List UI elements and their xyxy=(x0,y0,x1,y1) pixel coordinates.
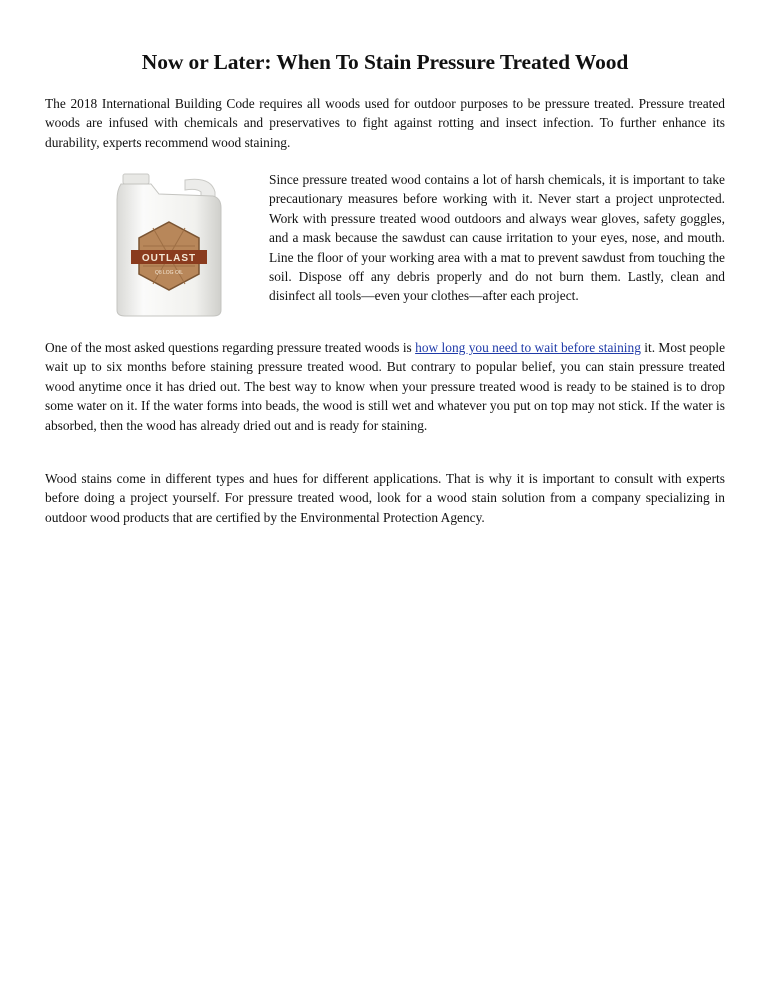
closing-paragraph: Wood stains come in different types and hues for different applications. That is why it is important to consult with experts before doing a project yourself. For pressure treated wood, look for a wood stain solution from a company specializing in outdoor wood products that are certified by the Environmental Protection Agency. xyxy=(45,471,725,525)
product-brand-text: OUTLAST xyxy=(141,253,197,264)
intro-paragraph: The 2018 International Building Code requires all woods used for outdoor purposes to be pressure treated. Pressure treated woods are infused with chemicals and preservatives to fight against rotting and insect infection. To further enhance its durability, experts recommend wood staining. xyxy=(45,96,725,150)
product-subbrand-text: Q8 LOG OIL xyxy=(154,270,184,276)
timing-text-after-link: it. Most people wait up to six months before staining pressure treated wood. But contrary to popular belief, you can stain pressure treated wood anytime once it has dried out. The best way to know when your pressure treated wood is ready to be stained is to drop some water on it. If the water forms into beads, the wood is still wet and whatever you put on top may not stick. If the water is absorbed, then the wood has already dried out and is ready for staining. xyxy=(45,340,726,433)
staining-wait-link[interactable]: how long you need to wait before staining xyxy=(415,340,641,355)
timing-text-before-link: One of the most asked questions regarding pressure treated woods is xyxy=(45,340,416,355)
safety-paragraph: Since pressure treated wood contains a lot of harsh chemicals, it is important to take precautionary measures before working with it. Never start a project unprotected. Work with pressure treated wood outdoors and always wear gloves, safety goggles, and a mask because the sawdust can cause irritation to your eyes, nose, and mouth. Line the floor of your working area with a mat to prevent sawdust from touching the soil. Dispose off any debris properly and do not burn them. Lastly, clean and disinfect all tools—even your clothes—after each project. xyxy=(269,172,725,304)
product-jug-illustration xyxy=(93,170,253,318)
page-title: Now or Later: When To Stain Pressure Treated Wood xyxy=(141,50,629,74)
timing-paragraph xyxy=(45,338,725,435)
product-image xyxy=(93,170,253,318)
